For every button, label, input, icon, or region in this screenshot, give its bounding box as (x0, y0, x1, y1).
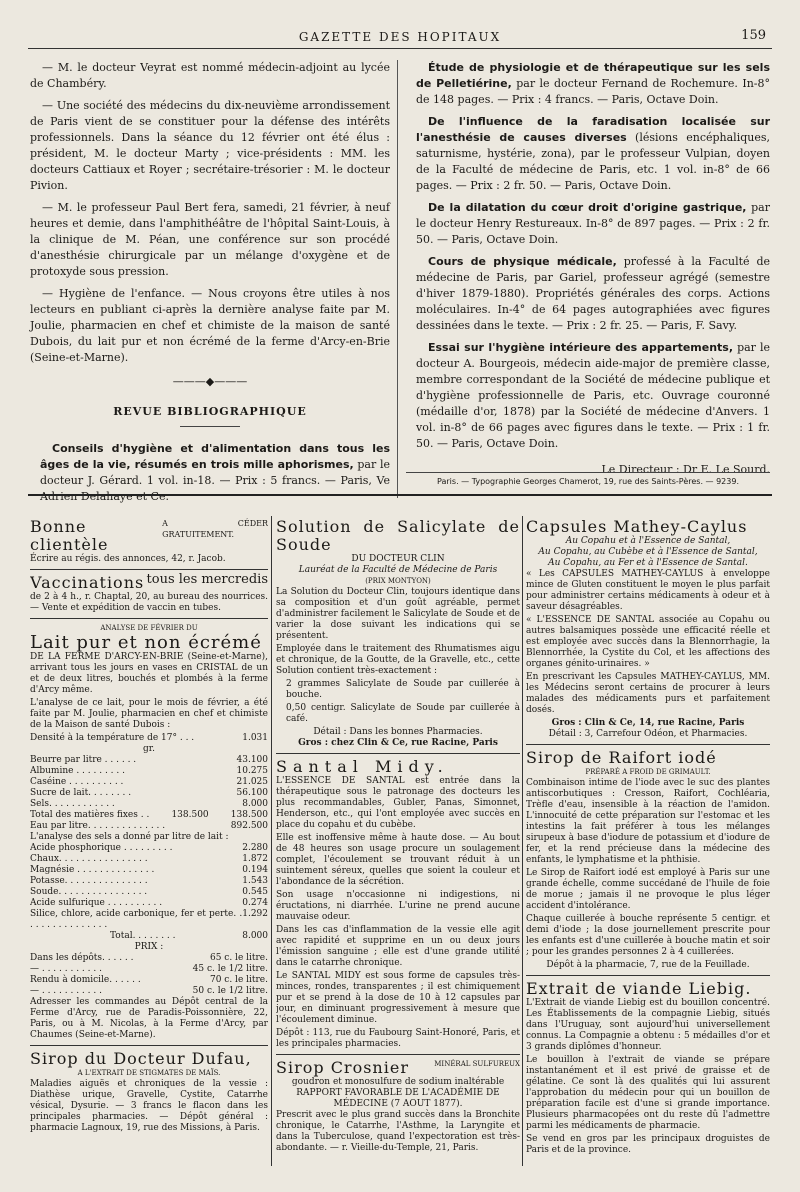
ads-column-2 (276, 518, 520, 1156)
right-column (406, 60, 770, 478)
table-row (30, 887, 268, 898)
ad-title: Bonne clientèle (30, 518, 109, 554)
ad-text: Le SANTAL MIDY est sous forme de capsules très-minces, rondes, transparentes ; il est chimiquement pur et se prend à la dose de 10 à 12 capsules par jour, en diminuant progressivement à mesure que l'écoulement diminue. (276, 971, 520, 1025)
analysis-table-2 (30, 843, 268, 931)
printer-line: Paris. — Typographie Georges Chamerot, 19, rue des Saints-Pères. — 9239. (406, 472, 770, 486)
ad-text: « Les CAPSULES MATHEY-CAYLUS à enveloppe mince de Gluten constituent le moyen le plus parfait pour administrer certains médicaments à odeur et à saveur désagréables. (526, 569, 770, 612)
bib-title: De l'influence de la faradisation localisée sur l'anesthésie de causes diverses (416, 115, 770, 144)
bib-entry-dilatation (406, 200, 770, 248)
page-header (0, 0, 800, 44)
ad-title: Sirop Crosnier (276, 1058, 409, 1077)
ad-raifort (526, 749, 770, 971)
ads-column-3 (526, 518, 770, 1158)
bib-rest: par le docteur A. Bourgeois, médecin aide-major de première classe, membre correspondant de la Société de médecine publique et d'hygiène professionnelle de Paris, etc. Ouvrage couronné (médaille d'or, 1878) par la Société de médecine d'Anvers. 1 vol. in-8° de 66 pages avec figures dans le texte. — Prix : 1 fr. 50. — Paris, Octave Doin. (416, 341, 770, 450)
table-row (30, 876, 268, 887)
row-value: 21.025 (236, 777, 268, 787)
table-row (30, 909, 268, 931)
row-label: Caséine . . . . . . . . . . (30, 777, 124, 787)
ad-title: Santal Midy. (276, 757, 449, 776)
row-label: Chaux. . . . . . . . . . . . . . . . (30, 854, 148, 864)
ad-subtitle: RAPPORT FAVORABLE DE L'ACADÉMIE DE MÉDECINE (7 AOUT 1877). (296, 1088, 500, 1109)
row-label: Potasse. . . . . . . . . . . . . . . (30, 876, 148, 886)
ad-text: La Solution du Docteur Clin, toujours identique dans sa composition et d'un goût agréable, permet d'administrer facilement le Salicylate de Soude et de varier la dose suivant les indications qui se présentent. (276, 587, 520, 641)
row-label: Rendu à domicile. . . . . . (30, 975, 141, 985)
ad-text: En prescrivant les Capsules MATHEY-CAYLUS, MM. les Médecins seront certains de procurer à leurs malades des médicaments purs et parfaitement dosés. (526, 672, 770, 715)
ad-detail: Détail : Dans les bonnes Pharmacies. (313, 727, 483, 737)
row-value: 56.100 (236, 788, 268, 798)
ad-title: Extrait de viande Liebig. (526, 979, 752, 998)
table-row (30, 843, 268, 854)
ad-rule (276, 753, 520, 754)
ad-text: Adresser les commandes au Dépôt central de la Ferme d'Arcy, rue de Paradis-Poissonnière, 22, Paris, ou à M. Nicolas, à la Ferme d'Arcy, par Chaumes (Seine-et-Marne). (30, 997, 268, 1040)
ad-rule (526, 975, 770, 976)
bib-rest: par le docteur Henry Restureaux. In-8° de 897 pages. — Prix : 2 fr. 50. — Paris, Octave Doin. (416, 201, 770, 246)
row-value: 10.275 (236, 766, 268, 776)
dose-line: 0,50 centigr. Salicylate de Soude par cuillerée à café. (286, 703, 520, 724)
row-label: — . . . . . . . . . . . (30, 986, 102, 996)
bib-title: Étude de physiologie et de thérapeutique sur les sels de Pelletiérine, (416, 61, 770, 90)
table-row (30, 799, 268, 810)
analysis-table-1 (30, 755, 268, 810)
row-value: 0.545 (242, 887, 268, 897)
ad-subtitle: PRÉPARÉ A FROID DE GRIMAULT. (585, 768, 711, 776)
ad-gros: Gros : Clin & Ce, 14, rue Racine, Paris (551, 718, 745, 728)
ad-rule (526, 744, 770, 745)
section-title: REVUE BIBLIOGRAPHIQUE (113, 405, 307, 418)
analyse-heading: ANALYSE DE FÉVRIER DU (100, 624, 198, 632)
row-label: Silice, chlore, acide carbonique, fer et perte. . . . . . . . . . . . . . . . (30, 909, 243, 930)
ad-subtitle: Lauréat de la Faculté de Médecine de Paris (298, 565, 498, 575)
table-row (30, 865, 268, 876)
ad-santal-midy (276, 758, 520, 1050)
ad-title: Lait pur et non écrémé (30, 632, 262, 653)
row-value: 1.292 (242, 909, 268, 919)
ad-text: Elle est inoffensive même à haute dose. — Au bout de 48 heures son usage procure un soulagement complet, l'écoulement se trouvant réduit à un suintement séreux, quelles que soient la couleur et l'abondance de la sécrétion. (276, 833, 520, 887)
director-signature: Le Directeur : Dr E. Le Sourd. (601, 463, 770, 476)
news-hygiene: — Hygiène de l'enfance. — Nous croyons être utiles à nos lecteurs en publiant ci-après la dernière analyse faite par M. Joulie, pharmacien en chef et chimiste de la maison de santé Dubois, du lait pur et non écrémé de la ferme d'Arcy-en-Brie (Seine-et-Marne). (30, 287, 390, 364)
ad-dufau (30, 1050, 268, 1134)
ad-text: Dépôt : 113, rue du Faubourg Saint-Honoré, Paris, et les principales pharmacies. (276, 1028, 520, 1049)
table-row (30, 755, 268, 766)
bib-title: Conseils d'hygiène et d'alimentation dans tous les âges de la vie, résumés en trois mille aphorismes, (40, 442, 390, 471)
row-label: Sucre de lait. . . . . . . . (30, 788, 132, 798)
ad-text: Chaque cuillerée à bouche représente 5 centigr. et demi d'iode ; la dose journellement prescrite pour les enfants est d'une cuillerée à bouche matin et soir ; pour les grandes personnes 2 à 4 cuillerées. (526, 914, 770, 957)
row-value: 8.000 (242, 799, 268, 809)
header-rule (28, 48, 772, 49)
row-value: 2.280 (242, 843, 268, 853)
table-row (30, 953, 268, 964)
row-label: Acide sulfurique . . . . . . . . . . (30, 898, 163, 908)
ads-divider-1 (271, 516, 272, 1166)
ad-subtitle: Au Copahu, au Fer et à l'Essence de Santal. (548, 558, 748, 568)
bib-title: De la dilatation du cœur droit d'origine gastrique, (428, 201, 747, 214)
bib-title: Cours de physique médicale, (428, 255, 617, 268)
bib-title: Essai sur l'hygiène intérieure des appartements, (428, 341, 734, 354)
eau-row: Eau par litre. . . . . . . . . . . . . . 892.500 (30, 821, 268, 831)
ad-text: Son usage n'occasionne ni indigestions, ni éructations, ni diarrhée. L'urine ne prend aucune mauvaise odeur. (276, 890, 520, 922)
row-value: 65 c. le litre. (209, 953, 268, 963)
row-value: 45 c. le 1/2 litre. (192, 964, 268, 974)
ad-text: Dans les cas d'inflammation de la vessie elle agit avec rapidité et supprime en un ou deux jours l'émission sanguine ; elle est d'une grande utilité dans le catarrhe chronique. (276, 925, 520, 968)
ad-rule (30, 1045, 268, 1046)
sels-heading: L'analyse des sels a donné par litre de lait : (30, 832, 229, 842)
ad-text: Employée dans le traitement des Rhumatismes aigu et chronique, de la Goutte, de la Gravelle, etc., cette Solution contient très-exactement : (276, 644, 520, 676)
ad-text: DE LA FERME D'ARCY-EN-BRIE (Seine-et-Marne), arrivant tous les jours en vases en CRISTAL de un et de deux litres, bouchés et plombés à la ferme d'Arcy même. (30, 652, 268, 695)
row-label: Dans les dépôts. . . . . . (30, 953, 134, 963)
ad-text: L'ESSENCE DE SANTAL est entrée dans la thérapeutique sous le patronage des docteurs les plus recommandables, Gubler, Panas, Simonnet, Henderson, etc., qui l'ont employée avec succès en place du copahu et du cubèbe. (276, 776, 520, 830)
ad-title: Vaccinations (30, 573, 145, 592)
ad-salicylate (276, 518, 520, 749)
ad-text: Prescrit avec le plus grand succès dans la Bronchite chronique, le Catarrhe, l'Asthme, la Laryngite et dans la Tuberculose, quand l'expectoration est très-abondante. — r. Vieille-du-Temple, 21, Paris. (276, 1110, 520, 1153)
ads-divider-2 (522, 516, 523, 1166)
row-value: 0.194 (242, 865, 268, 875)
table-row (30, 788, 268, 799)
total-sels-row: Total. . . . . . . . 8.000 (110, 931, 268, 941)
ad-text: Maladies aiguës et chroniques de la vessie : Diathèse urique, Gravelle, Cystite, Catarrhe vésical, Dysurie. — 3 francs le flacon dans les principales pharmacies. — Dépôt général : pharmacie Lagnoux, 19, rue des Missions, à Paris. (30, 1079, 268, 1133)
ad-vaccinations (30, 574, 268, 614)
row-value: 1.543 (242, 876, 268, 886)
ad-title: Sirop du Docteur Dufau, (30, 1049, 252, 1068)
ad-title: Solution de Salicylate de Soude (276, 518, 520, 554)
row-label: Soude. . . . . . . . . . . . . . . . (30, 887, 148, 897)
ad-rule (30, 618, 268, 619)
ad-title: Capsules Mathey-Caylus (526, 518, 748, 536)
ad-subtitle: (PRIX MONTYON) (365, 577, 431, 585)
ad-gros: Gros : chez Clin & Ce, rue Racine, Paris (298, 738, 498, 748)
ad-title: Sirop de Raifort iodé (526, 748, 717, 767)
ads-separator (28, 494, 772, 496)
row-label: Sels. . . . . . . . . . . . (30, 799, 115, 809)
row-value: 43.100 (236, 755, 268, 765)
ad-subtitle: DU DOCTEUR CLIN (351, 554, 445, 564)
bib-entry-hygiene (406, 340, 770, 452)
table-row (30, 777, 268, 788)
bib-rest: par le docteur J. Gérard. 1 vol. in-18. — Prix : 5 francs. — Paris, Ve Adrien Delahaye et Ce. (40, 458, 390, 503)
news-societe: — Une société des médecins du dix-neuvième arrondissement de Paris vient de se constituer pour la défense des intérêts professionnels. Dans la séance du 12 février ont été élus : président, M. le docteur Marty ; vice-présidents : MM. les docteurs Cattiaux et Royer ; secrétaire-trésorier : M. le docteur Pivion. (30, 99, 390, 192)
ad-text: Se vend en gros par les principaux droguistes de Paris et de la province. (526, 1134, 770, 1155)
section-rule (180, 426, 240, 427)
ad-text: L'Extrait de viande Liebig est du bouillon concentré. Les Établissements de la compagnie Liebig, situés dans l'Uruguay, sont aujourd'hui universellement connus. La Compagnie a obtenu : 5 médailles d'or et 3 grands diplômes d'honneur. (526, 998, 770, 1052)
dose-line: 2 grammes Salicylate de Soude par cuillerée à bouche. (286, 679, 520, 700)
row-label: — . . . . . . . . . . . (30, 964, 102, 974)
ad-crosnier (276, 1059, 520, 1154)
ad-text: Combinaison intime de l'iode avec le suc des plantes antiscorbutiques : Cresson, Raifort, Cochléaria, Trèfle d'eau, insensible à la réaction de l'amidon. L'innocuité de cette préparation sur l'estomac et les intestins la fait préférer à tous les mélanges sirupeux à base d'iodure de potassium et d'iodure de fer, et la rend précieuse dans la médecine des enfants, le lymphatisme et la phthisie. (526, 778, 770, 865)
bib-entry-faradisation (406, 114, 770, 194)
ad-mathey-caylus (526, 518, 770, 740)
ad-subtitle: Au Copahu et à l'Essence de Santal, (565, 536, 731, 546)
ad-tag: A CÉDER GRATUITEMENT. (162, 519, 268, 539)
bib-entry-physique (406, 254, 770, 334)
ad-text: Le Sirop de Raifort iodé est employé à Paris sur une grande échelle, comme succédané de l'huile de foie de morue ; jamais il ne provoque le plus léger accident d'intolérance. (526, 868, 770, 911)
ads-column-1 (30, 518, 268, 1136)
ad-rule (276, 1054, 520, 1055)
row-label: Magnésie . . . . . . . . . . . . . . (30, 865, 155, 875)
total-fixes-row: Total des matières fixes . . 138.500 138.500 (30, 810, 268, 820)
price-table (30, 953, 268, 997)
news-veyrat: — M. le docteur Veyrat est nommé médecin-adjoint au lycée de Chambéry. (30, 61, 390, 90)
density-row: Densité à la température de 17° . . . 1.031 (30, 733, 268, 743)
table-row (30, 854, 268, 865)
ad-text: L'analyse de ce lait, pour le mois de février, a été faite par M. Joulie, pharmacien en chef et chimiste de la Maison de santé Dubois : (30, 698, 268, 730)
row-value: 50 c. le 1/2 litre. (192, 986, 268, 996)
row-label: Albumine . . . . . . . . . (30, 766, 125, 776)
ad-tag: MINÉRAL SULFUREUX (434, 1060, 520, 1068)
ad-detail: Détail : 3, Carrefour Odéon, et Pharmacies. (548, 729, 748, 739)
bib-rest: (lésions encéphaliques, saturnisme, hystérie, zona), par le professeur Vulpian, doyen de la Faculté de médecine de Paris, etc. 1 vol. in-8° de 66 pages. — Prix : 2 fr. 50. — Paris, Octave Doin. (416, 131, 770, 192)
table-row (30, 975, 268, 986)
ad-text: Dépôt à la pharmacie, 7, rue de la Feuillade. (546, 960, 750, 970)
column-divider (397, 60, 398, 498)
page-number: 159 (741, 28, 766, 43)
row-label: Acide phosphorique . . . . . . . . . (30, 843, 173, 853)
table-row (30, 986, 268, 997)
left-column (30, 60, 390, 511)
ad-lait (30, 623, 268, 1041)
journal-title: GAZETTE DES HOPITAUX (298, 30, 502, 44)
bib-rest: professé à la Faculté de médecine de Paris, par Gariel, professeur agrégé (semestre d'hiver 1879-1880). Propriétés générales des corps. Actions moléculaires. In-4° de 64 pages autographiées avec figures dessinées dans le texte. — Prix : 2 fr. 25. — Paris, F. Savy. (416, 255, 770, 332)
news-paul-bert: — M. le professeur Paul Bert fera, samedi, 21 février, à neuf heures et demie, dans l'amphithéâtre de l'hôpital Saint-Louis, à la clinique de M. Péan, une conférence sur son procédé d'anesthésie chirurgicale par un mélange d'oxygène et de protoxyde sous pression. (30, 201, 390, 278)
table-row (30, 898, 268, 909)
ad-text: de 2 à 4 h., r. Chaptal, 20, au bureau des nourrices. — Vente et expédition de vaccin en tubes. (30, 592, 268, 613)
ad-subtitle: goudron et monosulfure de sodium inaltérable (291, 1077, 505, 1087)
ad-rule (30, 569, 268, 570)
row-label: Beurre par litre . . . . . . (30, 755, 137, 765)
bib-rest: par le docteur Fernand de Rochemure. In-8° de 148 pages. — Prix : 4 francs. — Paris, Octave Doin. (416, 77, 770, 106)
ad-text: Le bouillon à l'extrait de viande se prépare instantanément et il est privé de graisse et de gélatine. Ce sont là des qualités qui lui assurent l'approbation du médecin pour qui un bouillon de préparation facile est d'une si grande importance. Plusieurs pharmacopées ont du reste dû l'admettre parmi les médicaments de pharmacie. (526, 1055, 770, 1131)
ornament-divider: ———◆——— (172, 375, 248, 388)
ad-subtitle: tous les mercredis (146, 572, 268, 587)
ad-liebig (526, 980, 770, 1156)
ad-text: Écrire au régis. des annonces, 42, r. Jacob. (30, 554, 226, 564)
table-row (30, 766, 268, 777)
row-value: 1.872 (242, 854, 268, 864)
ad-text: « L'ESSENCE DE SANTAL associée au Copahu ou autres balsamiques possède une efficacité réelle et est employée avec succès dans la Blennorrhagie, la Blennorrhée, la Cystite du Col, et les affections des organes génito-urinaires. » (526, 615, 770, 669)
row-value: 70 c. le litre. (209, 975, 268, 985)
bib-entry-pelletierine (406, 60, 770, 108)
row-value: 0.274 (242, 898, 268, 908)
ad-subtitle: A L'EXTRAIT DE STIGMATES DE MAÏS. (77, 1069, 221, 1077)
unit-label: gr. (143, 744, 155, 754)
prix-heading: PRIX : (134, 942, 164, 952)
ad-bonne-clientele (30, 518, 268, 565)
ad-subtitle: Au Copahu, au Cubèbe et à l'Essence de Santal, (538, 547, 758, 557)
table-row (30, 964, 268, 975)
